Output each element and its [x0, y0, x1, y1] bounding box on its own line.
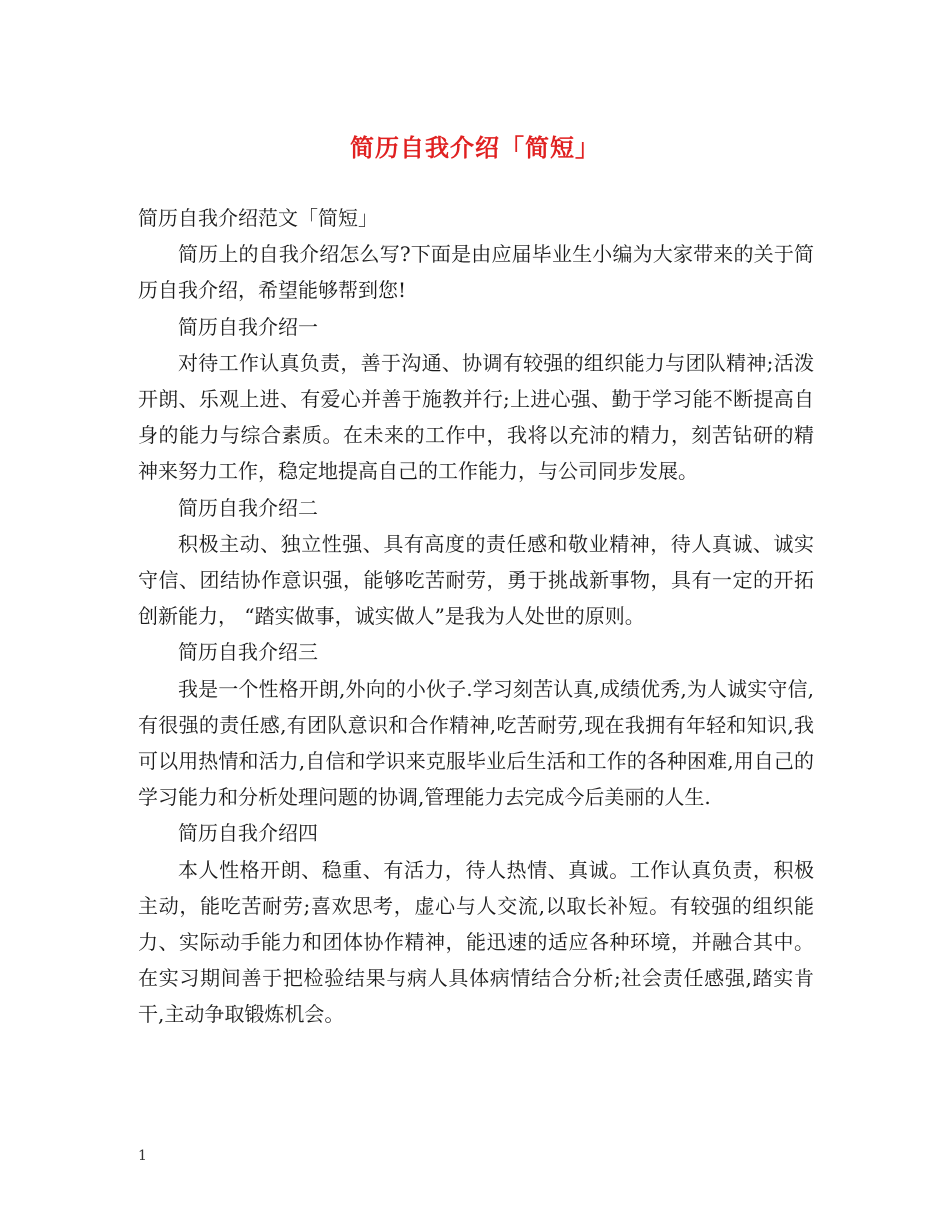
section-text-1: 对待工作认真负责，善于沟通、协调有较强的组织能力与团队精神;活泼开朗、乐观上进、有爱心并善于施教并行;上进心强、勤于学习能不断提高自身的能力与综合素质。在未来的工作中，我将以充沛的精力，刻苦钻研的精神来努力工作，稳定地提高自己的工作能力，与公司同步发展。: [138, 350, 814, 484]
section-text-3: 我是一个性格开朗,外向的小伙子.学习刻苦认真,成绩优秀,为人诚实守信,有很强的责任感,有团队意识和合作精神,吃苦耐劳,现在我拥有年轻和知识,我可以用热情和活力,自信和学识来克服毕业后生活和工作的各种困难,用自己的学习能力和分析处理问题的协调,管理能力去完成今后美丽的人生.: [138, 676, 814, 810]
section-heading-4: 简历自我介绍四: [178, 821, 318, 846]
document-body: [138, 200, 814, 1033]
section-text-4: 本人性格开朗、稳重、有活力，待人热情、真诚。工作认真负责，积极主动，能吃苦耐劳;喜欢思考，虚心与人交流,以取长补短。有较强的组织能力、实际动手能力和团体协作精神，能迅速的适应各种环境，并融合其中。在实习期间善于把检验结果与病人具体病情结合分析;社会责任感强,踏实肯干,主动争取锻炼机会。: [138, 857, 814, 1027]
document-subtitle: 简历自我介绍范文「简短」: [138, 206, 378, 230]
section-heading-1: 简历自我介绍一: [178, 314, 318, 339]
section-heading-3: 简历自我介绍三: [178, 640, 318, 665]
intro-paragraph: 简历上的自我介绍怎么写?下面是由应届毕业生小编为大家带来的关于简历自我介绍，希望能够帮到您!: [138, 242, 814, 303]
page-number: 1: [138, 1148, 147, 1164]
section-text-2: 积极主动、独立性强、具有高度的责任感和敬业精神，待人真诚、诚实守信、团结协作意识强，能够吃苦耐劳，勇于挑战新事物，具有一定的开拓创新能力， “踏实做事，诚实做人”是我为人处世的原则。: [138, 531, 814, 629]
document-title: 简历自我介绍「简短」: [350, 133, 600, 162]
section-heading-2: 简历自我介绍二: [178, 495, 318, 520]
